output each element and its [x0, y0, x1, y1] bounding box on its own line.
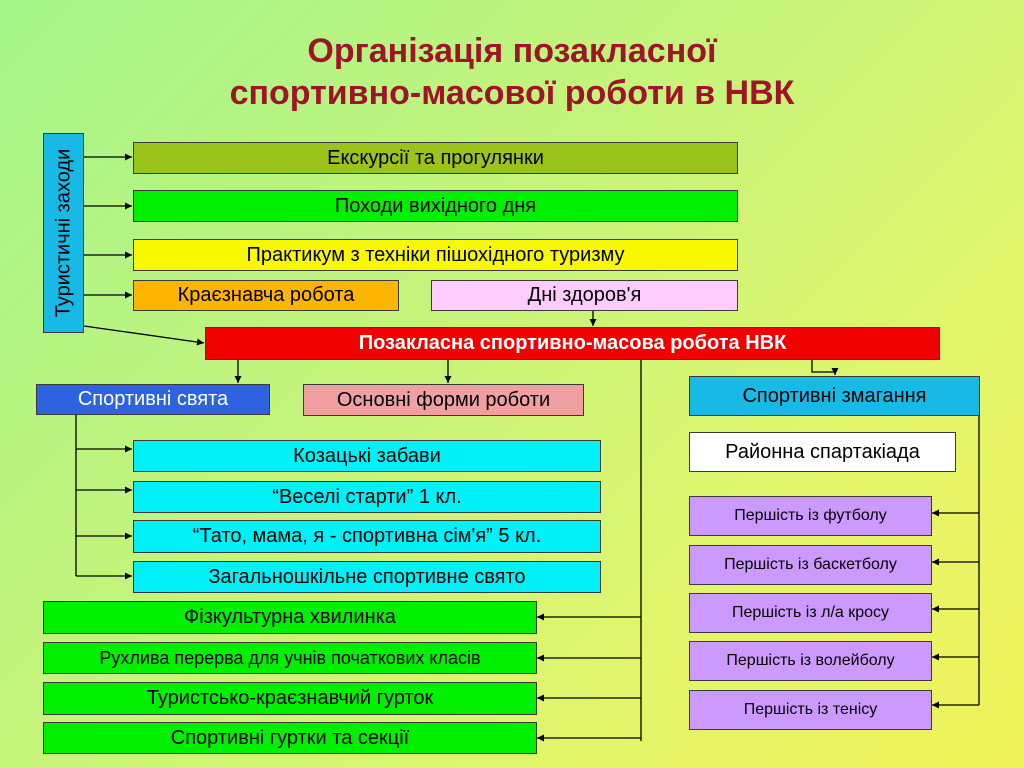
- box-active-break: Рухлива перерва для учнів початкових класів: [43, 642, 537, 674]
- box-school-sport-holiday: Загальношкільне спортивне свято: [133, 561, 601, 593]
- box-football: Першість із футболу: [689, 496, 932, 536]
- arrow-tourism-central: [84, 326, 204, 343]
- box-fun-starts: “Веселі старти” 1 кл.: [133, 481, 601, 513]
- box-cossack-games: Козацькі забави: [133, 440, 601, 472]
- box-tourism-club: Туристсько-краєзнавчий гурток: [43, 682, 537, 715]
- box-basketball: Першість із баскетболу: [689, 545, 932, 585]
- tourism-label: Туристичні заходи: [52, 148, 74, 318]
- box-health-days: Дні здоров'я: [431, 280, 738, 311]
- box-weekend-hikes: Походи вихідного дня: [133, 190, 738, 222]
- box-excursions: Екскурсії та прогулянки: [133, 142, 738, 174]
- box-local-history: Краєзнавча робота: [133, 280, 399, 311]
- box-sport-clubs: Спортивні гуртки та секції: [43, 722, 537, 754]
- box-sport-family: “Тато, мама, я - спортивна сім'я” 5 кл.: [133, 520, 601, 553]
- box-hiking-practicum: Практикум з техніки пішохідного туризму: [133, 239, 738, 271]
- arrow-central-competitions: [812, 360, 835, 375]
- box-tennis: Першість із тенісу: [689, 690, 932, 730]
- title-line-2: спортивно-масової роботи в НВК: [229, 74, 795, 112]
- box-sport-holidays: Спортивні свята: [36, 384, 270, 415]
- box-main-forms: Основні форми роботи: [303, 384, 584, 416]
- tourism-label-box: [43, 133, 84, 333]
- title-line-1: Організація позакласної: [307, 32, 717, 70]
- box-volleyball: Першість із волейболу: [689, 641, 932, 681]
- box-central: Позакласна спортивно-масова робота НВК: [205, 327, 940, 360]
- box-district-spartakiad: Районна спартакіада: [689, 432, 956, 472]
- box-cross-country: Першість із л/а кросу: [689, 593, 932, 633]
- box-pe-minute: Фізкультурна хвилинка: [43, 601, 537, 634]
- box-competitions: Спортивні змагання: [689, 376, 980, 416]
